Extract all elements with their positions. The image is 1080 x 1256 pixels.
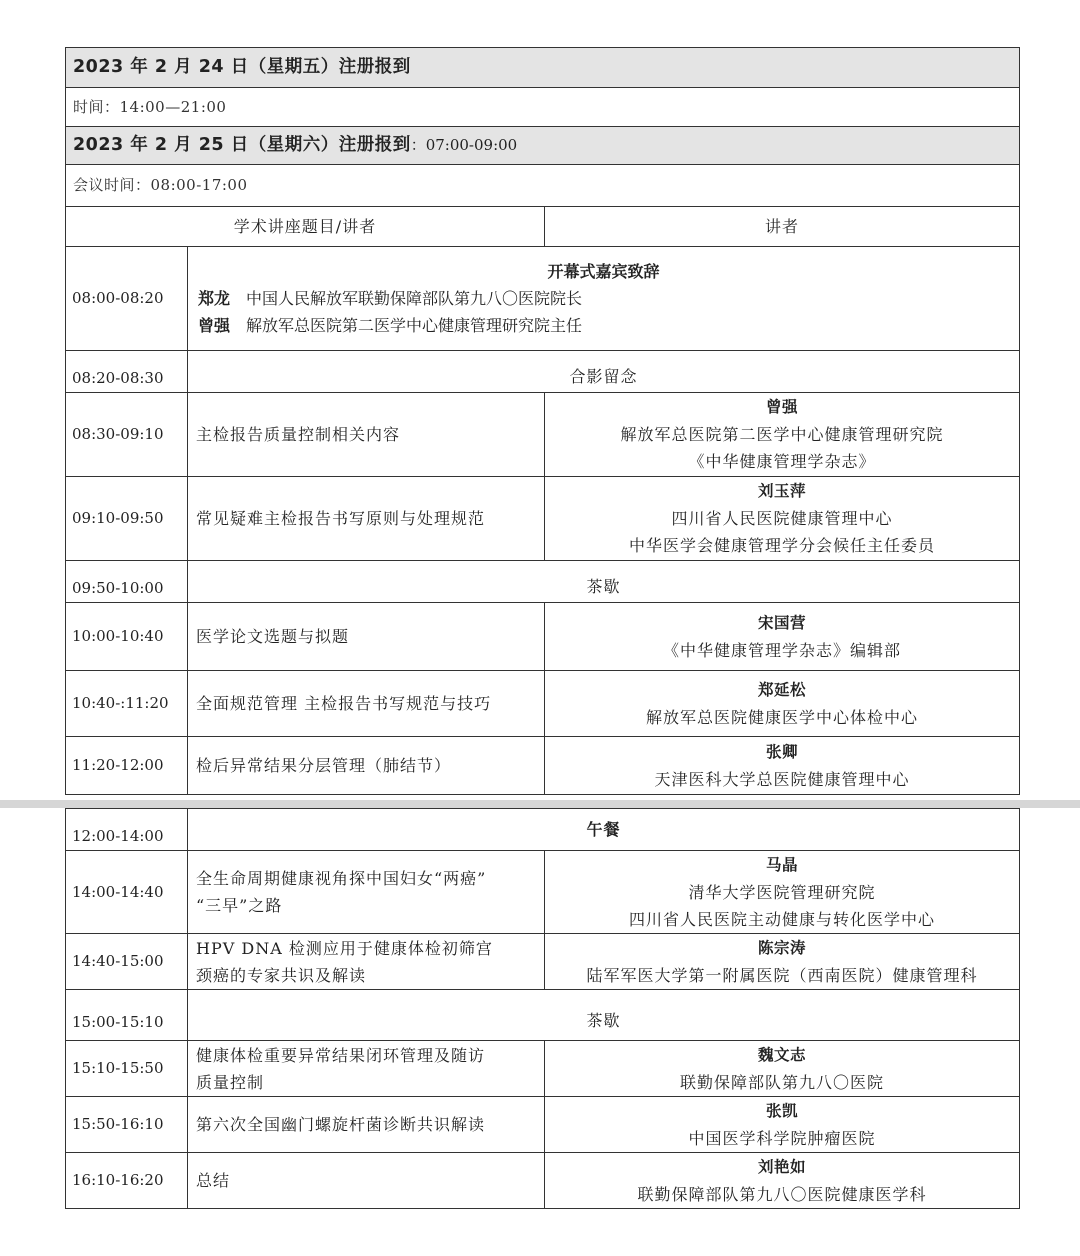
session-topic: 总结 [188, 1153, 545, 1209]
opening-time: 08:00-08:20 [66, 247, 188, 351]
speaker-affiliation: 《中华健康管理学杂志》编辑部 [662, 640, 901, 660]
session-topic: 全面规范管理 主检报告书写规范与技巧 [188, 671, 545, 737]
speaker-affiliation: 中国医学科学院肿瘤医院 [688, 1128, 876, 1148]
speaker-affiliation: 天津医科大学总医院健康管理中心 [654, 769, 910, 789]
session-time: 15:00-15:10 [66, 990, 188, 1041]
session-speaker-cell [545, 393, 1020, 477]
speaker-affiliation: 解放军总医院健康医学中心体检中心 [645, 707, 918, 727]
session-time: 09:50-10:00 [66, 561, 188, 603]
session-time: 11:20-12:00 [66, 737, 188, 795]
speaker-name: 魏文志 [758, 1045, 807, 1064]
session-topic: 第六次全国幽门螺旋杆菌诊断共识解读 [188, 1097, 545, 1153]
tea-break: 茶歇 [188, 990, 1020, 1041]
speaker-affiliation: 联勤保障部队第九八〇医院 [680, 1072, 885, 1092]
session-time: 09:10-09:50 [66, 477, 188, 561]
session-speaker-cell [545, 934, 1020, 990]
speaker-name: 宋国营 [757, 613, 806, 632]
session-topic: 常见疑难主检报告书写原则与处理规范 [188, 477, 545, 561]
schedule-table-bottom [65, 808, 1020, 1209]
speaker-affiliation: 清华大学医院管理研究院 [688, 882, 876, 902]
session-time: 16:10-16:20 [66, 1153, 188, 1209]
session-time: 08:30-09:10 [66, 393, 188, 477]
speaker-name: 张卿 [765, 742, 798, 761]
page-separator [0, 800, 1080, 808]
speaker-affiliation: 解放军总医院第二医学中心健康管理研究院 [620, 425, 944, 444]
opening-guest-1: 郑龙 中国人民解放军联勤保障部队第九八〇医院院长 [198, 289, 583, 308]
day1-time-info: 时间：14:00—21:00 [66, 88, 1020, 127]
tea-break: 茶歇 [188, 561, 1020, 603]
speaker-affiliation: 中华医学会健康管理学分会候任主任委员 [628, 536, 935, 555]
speaker-name: 马晶 [766, 855, 799, 874]
opening-cell [188, 247, 1020, 351]
speaker-affiliation: 四川省人民医院健康管理中心 [671, 509, 893, 528]
column-header-speaker: 讲者 [545, 207, 1020, 247]
speaker-affiliation: 四川省人民医院主动健康与转化医学中心 [629, 909, 936, 929]
speaker-affiliation: 《中华健康管理学杂志》 [688, 452, 876, 471]
session-speaker-cell [545, 1041, 1020, 1097]
session-speaker-cell [545, 603, 1020, 671]
lunch-break: 午餐 [188, 809, 1020, 851]
session-time: 12:00-14:00 [66, 809, 188, 851]
speaker-name: 刘玉萍 [757, 482, 806, 500]
column-header-topic: 学术讲座题目/讲者 [66, 207, 545, 247]
day2-header: 2023 年 2 月 25 日（星期六）注册报到：07:00-09:00 [66, 127, 1020, 165]
session-topic: 全生命周期健康视角探中国妇女“两癌” “三早”之路 [188, 851, 545, 934]
opening-title: 开幕式嘉宾致辞 [547, 262, 660, 281]
session-speaker-cell [545, 477, 1020, 561]
session-topic: HPV DNA 检测应用于健康体检初筛宫 颈癌的专家共识及解读 [188, 934, 545, 990]
day1-header: 2023 年 2 月 24 日（星期五）注册报到 [66, 48, 1020, 88]
speaker-name: 刘艳如 [758, 1157, 807, 1176]
session-time: 14:40-15:00 [66, 934, 188, 990]
session-speaker-cell [545, 737, 1020, 795]
session-speaker-cell [545, 671, 1020, 737]
page-2 [0, 808, 1080, 1256]
speaker-name: 张凯 [766, 1101, 799, 1120]
session-time: 10:00-10:40 [66, 603, 188, 671]
session-time: 15:50-16:10 [66, 1097, 188, 1153]
opening-guest-2: 曾强 解放军总医院第二医学中心健康管理研究院主任 [198, 316, 583, 335]
session-time: 14:00-14:40 [66, 851, 188, 934]
speaker-name: 郑延松 [757, 680, 806, 699]
photo-session: 合影留念 [188, 351, 1020, 393]
session-topic: 医学论文选题与拟题 [188, 603, 545, 671]
session-topic: 健康体检重要异常结果闭环管理及随访 质量控制 [188, 1041, 545, 1097]
speaker-affiliation: 陆军军医大学第一附属医院（西南医院）健康管理科 [586, 965, 978, 985]
session-time: 08:20-08:30 [66, 351, 188, 393]
session-speaker-cell [545, 851, 1020, 934]
session-topic: 主检报告质量控制相关内容 [188, 393, 545, 477]
speaker-affiliation: 联勤保障部队第九八〇医院健康医学科 [637, 1184, 927, 1204]
session-speaker-cell [545, 1097, 1020, 1153]
schedule-table-top [65, 47, 1020, 795]
session-topic: 检后异常结果分层管理（肺结节） [188, 737, 545, 795]
speaker-name: 陈宗涛 [758, 938, 807, 957]
session-speaker-cell [545, 1153, 1020, 1209]
day2-meeting-time: 会议时间：08:00-17:00 [66, 165, 1020, 207]
speaker-name: 曾强 [765, 398, 798, 416]
session-time: 10:40-:11:20 [66, 671, 188, 737]
session-time: 15:10-15:50 [66, 1041, 188, 1097]
